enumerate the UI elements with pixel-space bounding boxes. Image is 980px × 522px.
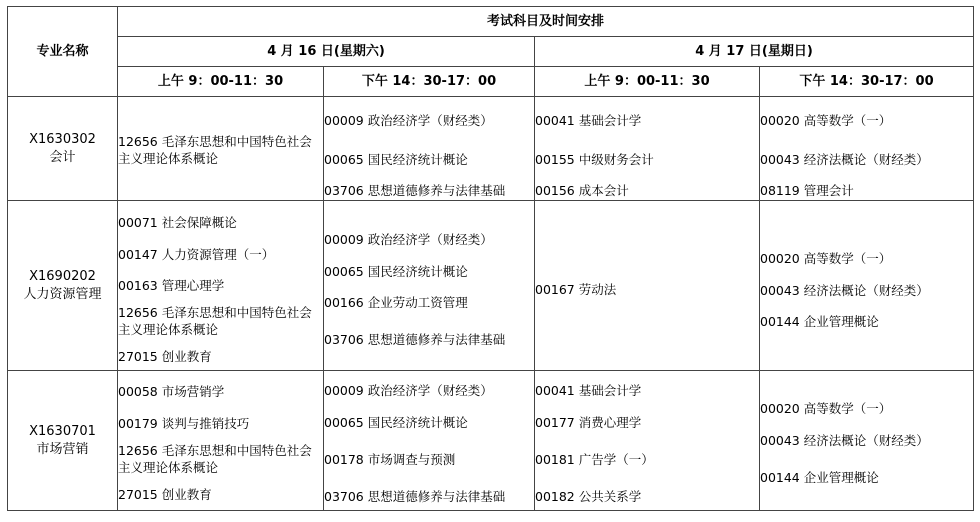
course-item — [535, 382, 759, 399]
course-code: 00181 — [535, 451, 575, 467]
course-code: 00020 — [760, 401, 800, 416]
course-item — [760, 400, 973, 417]
day2-pm-header: 下午 14：30-17：00 — [760, 67, 974, 97]
course-item — [324, 451, 534, 468]
course-item — [535, 414, 759, 431]
course-name: 社会保障概论 — [161, 215, 237, 230]
slot-cell-d2pm — [760, 201, 974, 371]
course-code: 00009 — [324, 232, 364, 247]
slot-cell-d2am — [535, 371, 760, 511]
course-name: 公共关系学 — [578, 488, 642, 504]
course-code: 00043 — [760, 282, 800, 298]
course-code: 00043 — [760, 433, 800, 448]
course-name: 高等数学（一） — [803, 250, 892, 266]
course-name: 企业管理概论 — [803, 313, 879, 329]
course-name: 毛泽东思想和中国特色社会主义理论体系概论 — [118, 443, 312, 475]
major-code: X1630302 — [29, 131, 96, 147]
major-row — [8, 371, 974, 511]
course-code: 00144 — [760, 313, 800, 329]
course-code: 00179 — [118, 416, 158, 431]
slot-cell-d2am — [535, 201, 760, 371]
course-code: 12656 — [118, 134, 158, 149]
slot-cell-d2am — [535, 97, 760, 201]
course-name: 国民经济统计概论 — [367, 152, 468, 167]
course-name: 毛泽东思想和中国特色社会主义理论体系概论 — [118, 134, 312, 166]
slot-cell-d1pm — [324, 97, 535, 201]
course-item — [324, 414, 534, 431]
slot-cell-d1am — [118, 97, 324, 201]
course-item — [760, 182, 973, 199]
course-item — [324, 331, 534, 348]
course-item — [535, 451, 759, 468]
course-item — [760, 282, 973, 299]
course-item — [118, 383, 323, 400]
course-code: 00144 — [760, 470, 800, 485]
course-code: 03706 — [324, 488, 364, 504]
course-item — [535, 112, 759, 129]
course-code: 00177 — [535, 414, 575, 430]
course-item — [118, 348, 323, 365]
course-code: 00041 — [535, 113, 575, 128]
course-code: 03706 — [324, 183, 364, 198]
slot-cell-d1pm — [324, 371, 535, 511]
course-name: 高等数学（一） — [803, 401, 892, 416]
course-code: 08119 — [760, 183, 800, 198]
course-item — [324, 488, 534, 505]
day2-am-header: 上午 9：00-11：30 — [535, 67, 760, 97]
course-name: 人力资源管理（一） — [161, 247, 275, 262]
course-name: 政治经济学（财经类） — [367, 382, 493, 398]
major-name: 人力资源管理 — [23, 286, 102, 302]
course-code: 00020 — [760, 250, 800, 266]
slot-cell-d1am — [118, 371, 324, 511]
course-item — [535, 151, 759, 168]
course-code: 00041 — [535, 382, 575, 398]
major-name: 会计 — [49, 149, 76, 165]
major-column-header: 专业名称 — [8, 7, 118, 97]
course-name: 国民经济统计概论 — [367, 264, 468, 279]
course-name: 国民经济统计概论 — [367, 414, 468, 430]
course-item — [760, 313, 973, 330]
course-name: 管理会计 — [803, 183, 854, 198]
course-item — [118, 304, 323, 338]
course-code: 03706 — [324, 332, 364, 347]
course-name: 基础会计学 — [578, 113, 642, 128]
course-item — [118, 415, 323, 432]
course-name: 谈判与推销技巧 — [161, 416, 250, 431]
course-name: 经济法概论（财经类） — [803, 152, 929, 167]
course-item — [324, 263, 534, 280]
course-code: 00065 — [324, 414, 364, 430]
course-code: 00058 — [118, 384, 158, 399]
course-code: 00163 — [118, 278, 158, 293]
slot-cell-d1pm — [324, 201, 535, 371]
course-name: 消费心理学 — [578, 414, 642, 430]
course-item — [118, 214, 323, 231]
course-item — [535, 182, 759, 199]
course-item — [324, 294, 534, 311]
course-item — [324, 151, 534, 168]
slot-cell-d1am — [118, 201, 324, 371]
day1-am-header: 上午 9：00-11：30 — [118, 67, 324, 97]
course-name: 思想道德修养与法律基础 — [367, 488, 506, 504]
course-item — [324, 231, 534, 248]
course-name: 企业管理概论 — [803, 470, 879, 485]
course-name: 市场调查与预测 — [367, 451, 456, 467]
day2-header: 4 月 17 日(星期日) — [535, 37, 974, 67]
day1-pm-header: 下午 14：30-17：00 — [324, 67, 535, 97]
day1-header: 4 月 16 日(星期六) — [118, 37, 535, 67]
course-code: 00009 — [324, 113, 364, 128]
course-code: 00167 — [535, 282, 575, 297]
course-code: 00043 — [760, 152, 800, 167]
course-code: 00147 — [118, 247, 158, 262]
course-code: 00020 — [760, 113, 800, 128]
major-row — [8, 201, 974, 371]
major-row — [8, 97, 974, 201]
course-code: 00178 — [324, 451, 364, 467]
course-name: 经济法概论（财经类） — [803, 433, 929, 448]
course-name: 广告学（一） — [578, 451, 654, 467]
major-code: X1630701 — [29, 423, 96, 439]
course-code: 12656 — [118, 443, 158, 458]
course-item — [118, 133, 323, 167]
major-cell — [8, 201, 118, 371]
course-name: 思想道德修养与法律基础 — [367, 332, 506, 347]
course-name: 企业劳动工资管理 — [367, 295, 468, 310]
course-name: 基础会计学 — [578, 382, 642, 398]
exam-subjects-header: 考试科目及时间安排 — [118, 7, 974, 37]
course-item — [760, 250, 973, 267]
course-item — [118, 442, 323, 476]
course-item — [760, 469, 973, 486]
course-code: 00065 — [324, 152, 364, 167]
slot-cell-d2pm — [760, 371, 974, 511]
course-code: 00166 — [324, 295, 364, 310]
course-name: 中级财务会计 — [578, 152, 654, 167]
course-name: 政治经济学（财经类） — [367, 232, 493, 247]
course-code: 00155 — [535, 152, 575, 167]
exam-schedule-table — [7, 6, 974, 511]
course-item — [118, 277, 323, 294]
course-name: 思想道德修养与法律基础 — [367, 183, 506, 198]
course-name: 高等数学（一） — [803, 113, 892, 128]
course-name: 劳动法 — [578, 282, 617, 297]
course-item — [535, 281, 759, 298]
major-cell — [8, 97, 118, 201]
course-item — [760, 432, 973, 449]
course-item — [535, 488, 759, 505]
course-code: 00009 — [324, 382, 364, 398]
course-item — [324, 382, 534, 399]
course-name: 市场营销学 — [161, 384, 225, 399]
course-item — [760, 151, 973, 168]
course-name: 毛泽东思想和中国特色社会主义理论体系概论 — [118, 305, 312, 337]
course-item — [118, 486, 323, 503]
course-code: 00156 — [535, 183, 575, 198]
course-item — [324, 182, 534, 199]
course-code: 00182 — [535, 488, 575, 504]
course-code: 00071 — [118, 215, 158, 230]
course-name: 政治经济学（财经类） — [367, 113, 493, 128]
course-item — [324, 112, 534, 129]
schedule-body — [8, 97, 974, 511]
slot-cell-d2pm — [760, 97, 974, 201]
course-code: 00065 — [324, 264, 364, 279]
major-name: 市场营销 — [36, 441, 89, 457]
course-name: 创业教育 — [161, 349, 212, 364]
course-name: 经济法概论（财经类） — [803, 282, 929, 298]
course-name: 管理心理学 — [161, 278, 225, 293]
course-item — [760, 112, 973, 129]
course-name: 成本会计 — [578, 183, 629, 198]
major-code: X1690202 — [29, 268, 96, 284]
course-code: 27015 — [118, 349, 158, 364]
major-cell — [8, 371, 118, 511]
course-name: 创业教育 — [161, 487, 212, 502]
course-code: 12656 — [118, 305, 158, 320]
course-code: 27015 — [118, 487, 158, 502]
course-item — [118, 246, 323, 263]
